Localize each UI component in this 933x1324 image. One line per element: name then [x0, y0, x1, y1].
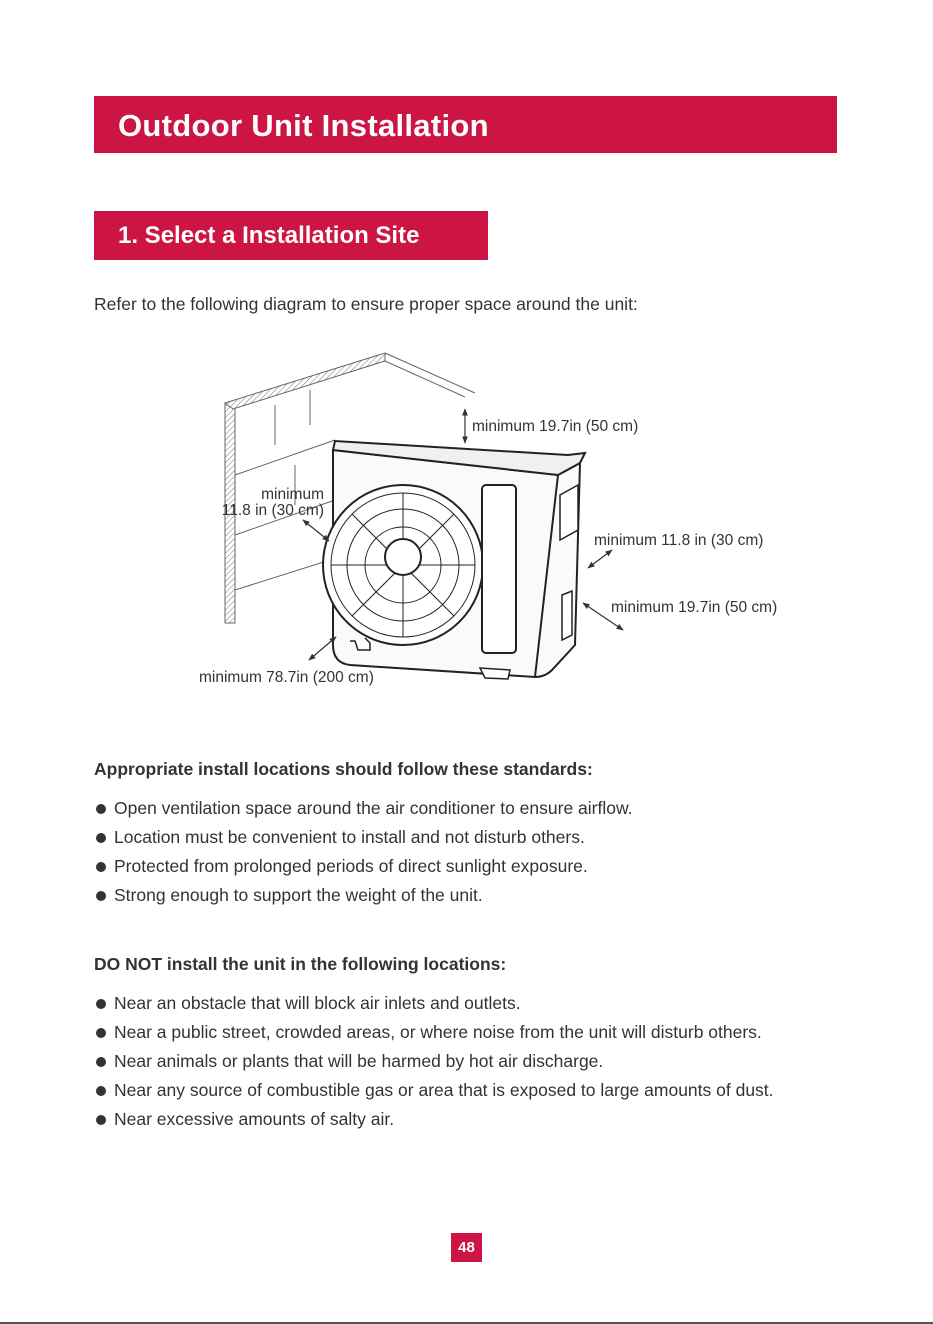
avoid-heading: DO NOT install the unit in the following locations:: [94, 954, 507, 974]
label-front-clearance: minimum 78.7in (200 cm): [199, 669, 374, 686]
list-item: Near excessive amounts of salty air.: [94, 1105, 819, 1134]
standards-list: [94, 794, 834, 910]
label-right-lower-clearance: minimum 19.7in (50 cm): [611, 599, 778, 616]
clearance-diagram: [190, 345, 810, 695]
list-item: Near a public street, crowded areas, or where noise from the unit will disturb others.: [94, 1018, 819, 1047]
section-title: 1. Select a Installation Site: [94, 211, 488, 260]
list-item: Strong enough to support the weight of the unit.: [94, 881, 834, 910]
outdoor-unit-illustration: [323, 441, 585, 679]
list-item: Near any source of combustible gas or area that is exposed to large amounts of dust.: [94, 1076, 819, 1105]
list-item: Location must be convenient to install and not disturb others.: [94, 823, 834, 852]
page-title: Outdoor Unit Installation: [94, 96, 837, 153]
page-number: 48: [451, 1233, 482, 1262]
label-right-upper-clearance: minimum 11.8 in (30 cm): [594, 532, 764, 549]
label-top-clearance: minimum 19.7in (50 cm): [472, 418, 639, 435]
list-item: Protected from prolonged periods of direct sunlight exposure.: [94, 852, 834, 881]
label-left-clearance-1: minimum: [261, 486, 324, 503]
list-item: Near animals or plants that will be harmed by hot air discharge.: [94, 1047, 819, 1076]
label-left-clearance-2: 11.8 in (30 cm): [221, 502, 324, 519]
list-item: Open ventilation space around the air conditioner to ensure airflow.: [94, 794, 834, 823]
intro-text: Refer to the following diagram to ensure proper space around the unit:: [94, 294, 638, 314]
list-item: Near an obstacle that will block air inlets and outlets.: [94, 989, 819, 1018]
standards-heading: Appropriate install locations should follow these standards:: [94, 759, 593, 779]
avoid-list: [94, 989, 819, 1134]
